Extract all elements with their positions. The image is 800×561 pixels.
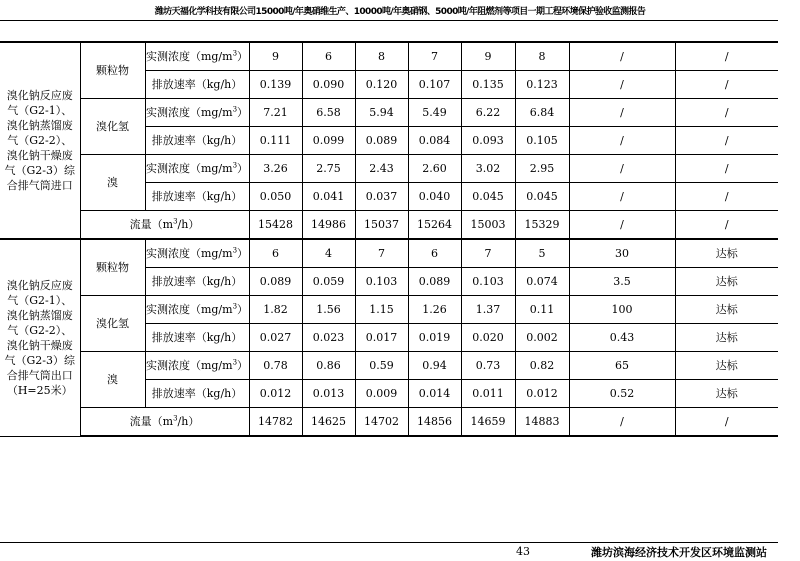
footer-organization: 潍坊滨海经济技术开发区环境监测站 [591,546,767,559]
flow-value-cell: 14702 [355,408,408,437]
metric-cell [145,352,249,380]
measurement-value-cell: 0.045 [515,183,569,211]
flow-value-cell: 14625 [302,408,355,437]
measurement-value-cell: 5.94 [355,99,408,127]
flow-label-cell [80,408,249,437]
metric-cell: 排放速率（kg/h） [145,127,249,155]
header-divider [0,20,778,21]
limit-value-cell: 0.43 [569,324,675,352]
measurement-value-cell: 0.73 [461,352,515,380]
measurement-value-cell: 0.084 [408,127,461,155]
metric-label-part: 实测浓度（mg/m [145,359,233,372]
metric-label-part: 实测浓度（mg/m [145,50,233,63]
measurement-value-cell: 2.60 [408,155,461,183]
limit-value-cell: / [569,127,675,155]
measurement-value-cell: 0.014 [408,380,461,408]
measurement-value-cell: 0.041 [302,183,355,211]
measurement-value-cell: 0.040 [408,183,461,211]
pollutant-name-cell: 溴 [80,155,145,211]
metric-label-part: ） [237,359,249,372]
source-location-cell: 溴化钠反应废气（G2-1）、溴化钠蒸馏废气（G2-2）、溴化钠干燥废气（G2-3）综合排气筒出口（H=25米） [0,239,80,436]
limit-value-cell: 65 [569,352,675,380]
measurement-value-cell: 0.82 [515,352,569,380]
limit-value-cell: 100 [569,296,675,324]
unit-superscript: 3 [232,358,238,367]
measurement-value-cell: 0.009 [355,380,408,408]
measurement-value-cell: 0.78 [249,352,302,380]
table-row [0,42,778,71]
flow-value-cell: 15329 [515,211,569,240]
limit-value-cell: / [569,408,675,437]
limit-value-cell: 30 [569,239,675,268]
measurement-value-cell: 3.02 [461,155,515,183]
measurement-value-cell: 0.013 [302,380,355,408]
compliance-result-cell: / [675,408,778,437]
report-header-title: 潍坊天福化学科技有限公司15000吨/年奥硝维生产、10000吨/年奥硝钢、5000吨/年阻燃剂等项目一期工程环境保护验收监测报告 [154,7,646,17]
pollutant-name-cell: 溴化氢 [80,99,145,155]
metric-label-part: 实测浓度（mg/m [145,162,233,175]
measurement-value-cell: 0.105 [515,127,569,155]
compliance-result-cell: 达标 [675,324,778,352]
measurement-value-cell: 2.43 [355,155,408,183]
compliance-result-cell: 达标 [675,239,778,268]
measurement-value-cell: 6 [302,42,355,71]
measurement-value-cell: 0.089 [249,268,302,296]
metric-cell [145,99,249,127]
compliance-result-cell: / [675,42,778,71]
metric-label-part: 实测浓度（mg/m [145,303,233,316]
flow-value-cell: 14782 [249,408,302,437]
measurement-value-cell: 0.103 [461,268,515,296]
compliance-result-cell: / [675,183,778,211]
measurement-value-cell: 0.139 [249,71,302,99]
measurement-value-cell: 2.95 [515,155,569,183]
pollutant-name-cell: 颗粒物 [80,42,145,99]
compliance-result-cell: 达标 [675,296,778,324]
flow-row [0,408,778,437]
measurement-value-cell: 7 [408,42,461,71]
measurement-value-cell: 0.111 [249,127,302,155]
monitoring-results-table [0,41,778,437]
flow-value-cell: 14659 [461,408,515,437]
table-row [0,239,778,268]
compliance-result-cell: / [675,127,778,155]
measurement-value-cell: 9 [461,42,515,71]
table-row [0,296,778,324]
compliance-result-cell: / [675,155,778,183]
table-row [0,155,778,183]
measurement-value-cell: 0.11 [515,296,569,324]
measurement-value-cell: 6 [249,239,302,268]
measurement-value-cell: 7.21 [249,99,302,127]
measurement-value-cell: 0.089 [355,127,408,155]
flow-label-cell [80,211,249,240]
limit-value-cell: / [569,71,675,99]
measurement-value-cell: 0.059 [302,268,355,296]
measurement-value-cell: 9 [249,42,302,71]
measurement-value-cell: 0.120 [355,71,408,99]
measurement-value-cell: 0.037 [355,183,408,211]
measurement-value-cell: 0.107 [408,71,461,99]
metric-label-part: ） [237,162,249,175]
measurement-value-cell: 0.090 [302,71,355,99]
metric-cell: 排放速率（kg/h） [145,380,249,408]
measurement-value-cell: 1.26 [408,296,461,324]
flow-value-cell: 15003 [461,211,515,240]
measurement-value-cell: 5 [515,239,569,268]
metric-label-part: ） [237,106,249,119]
metric-cell: 排放速率（kg/h） [145,183,249,211]
measurement-value-cell: 0.020 [461,324,515,352]
measurement-value-cell: 6 [408,239,461,268]
measurement-value-cell: 6.22 [461,99,515,127]
table-body [0,42,778,436]
flow-value-cell: 15428 [249,211,302,240]
compliance-result-cell: / [675,211,778,240]
metric-label-part: ） [237,303,249,316]
unit-superscript: 3 [232,246,238,255]
unit-superscript: 3 [173,217,178,226]
pollutant-name-cell: 颗粒物 [80,239,145,296]
measurement-value-cell: 0.123 [515,71,569,99]
measurement-value-cell: 0.135 [461,71,515,99]
limit-value-cell: 0.52 [569,380,675,408]
table-row [0,352,778,380]
metric-cell: 排放速率（kg/h） [145,324,249,352]
measurement-value-cell: 3.26 [249,155,302,183]
measurement-value-cell: 4 [302,239,355,268]
compliance-result-cell: / [675,99,778,127]
table-row [0,99,778,127]
measurement-value-cell: 1.56 [302,296,355,324]
measurement-value-cell: 0.002 [515,324,569,352]
metric-label-part: 流量（m [129,415,174,428]
measurement-value-cell: 0.012 [515,380,569,408]
flow-row [0,211,778,240]
measurement-value-cell: 0.012 [249,380,302,408]
measurement-value-cell: 0.093 [461,127,515,155]
metric-cell [145,296,249,324]
measurement-value-cell: 1.82 [249,296,302,324]
unit-superscript: 3 [232,161,238,170]
page-number: 43 [516,545,530,558]
limit-value-cell: / [569,183,675,211]
pollutant-name-cell: 溴化氢 [80,296,145,352]
measurement-value-cell: 0.017 [355,324,408,352]
measurement-value-cell: 1.37 [461,296,515,324]
pollutant-name-cell: 溴 [80,352,145,408]
measurement-value-cell: 0.023 [302,324,355,352]
measurement-value-cell: 0.103 [355,268,408,296]
metric-label-part: ） [237,247,249,260]
limit-value-cell: 3.5 [569,268,675,296]
measurement-value-cell: 0.011 [461,380,515,408]
compliance-result-cell: 达标 [675,380,778,408]
flow-value-cell: 15264 [408,211,461,240]
measurement-value-cell: 0.045 [461,183,515,211]
measurement-value-cell: 2.75 [302,155,355,183]
flow-value-cell: 14986 [302,211,355,240]
measurement-value-cell: 5.49 [408,99,461,127]
measurement-value-cell: 8 [355,42,408,71]
measurement-value-cell: 7 [355,239,408,268]
footer-divider [0,542,778,543]
metric-cell: 排放速率（kg/h） [145,71,249,99]
metric-label-part: 实测浓度（mg/m [145,247,233,260]
measurement-value-cell: 7 [461,239,515,268]
metric-label-part: 流量（m [129,218,174,231]
limit-value-cell: / [569,42,675,71]
limit-value-cell: / [569,211,675,240]
measurement-value-cell: 0.019 [408,324,461,352]
compliance-result-cell: / [675,71,778,99]
flow-value-cell: 14883 [515,408,569,437]
unit-superscript: 3 [232,49,238,58]
limit-value-cell: / [569,155,675,183]
unit-superscript: 3 [173,414,178,423]
measurement-value-cell: 0.86 [302,352,355,380]
unit-superscript: 3 [232,105,238,114]
flow-value-cell: 15037 [355,211,408,240]
measurement-value-cell: 6.58 [302,99,355,127]
measurement-value-cell: 0.59 [355,352,408,380]
measurement-value-cell: 0.089 [408,268,461,296]
metric-cell [145,239,249,268]
metric-label-part: /h） [177,218,200,231]
measurement-value-cell: 0.94 [408,352,461,380]
unit-superscript: 3 [232,302,238,311]
measurement-value-cell: 0.099 [302,127,355,155]
flow-value-cell: 14856 [408,408,461,437]
measurement-value-cell: 6.84 [515,99,569,127]
metric-cell [145,155,249,183]
measurement-value-cell: 0.027 [249,324,302,352]
limit-value-cell: / [569,99,675,127]
metric-label-part: ） [237,50,249,63]
measurement-value-cell: 8 [515,42,569,71]
compliance-result-cell: 达标 [675,352,778,380]
measurement-value-cell: 0.050 [249,183,302,211]
measurement-value-cell: 0.074 [515,268,569,296]
source-location-cell: 溴化钠反应废气（G2-1）、溴化钠蒸馏废气（G2-2）、溴化钠干燥废气（G2-3）综合排气筒进口 [0,42,80,239]
metric-label-part: 实测浓度（mg/m [145,106,233,119]
metric-label-part: /h） [177,415,200,428]
measurement-value-cell: 1.15 [355,296,408,324]
metric-cell: 排放速率（kg/h） [145,268,249,296]
metric-cell [145,42,249,71]
compliance-result-cell: 达标 [675,268,778,296]
